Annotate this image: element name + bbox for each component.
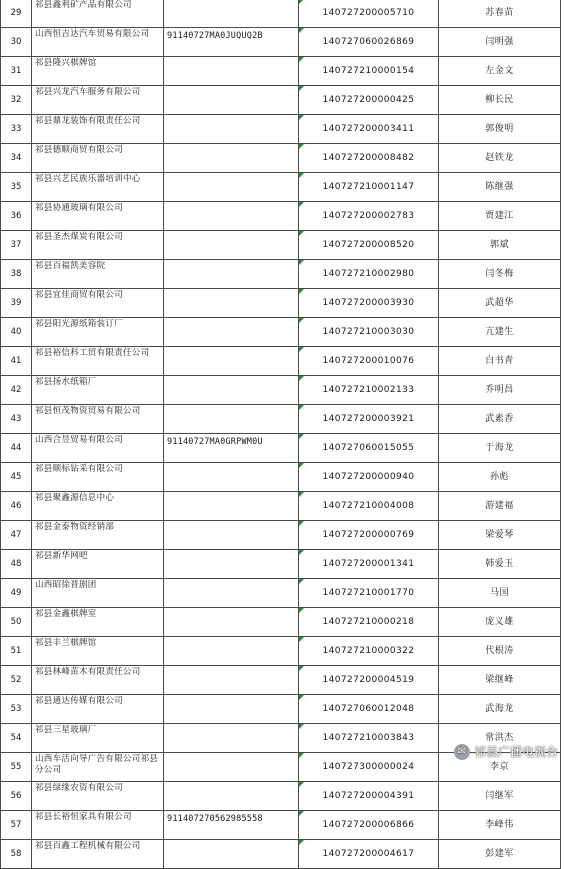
legal-representative-cell: 武海龙 [439,695,561,724]
credit-code-cell [164,202,299,231]
company-name-cell: 祁县恒茂物资贸易有限公司 [32,405,164,434]
table-row [1,782,561,811]
legal-representative-cell: 李京 [439,753,561,782]
company-name-cell: 祁县林峰苗木有限责任公司 [32,666,164,695]
table-row [1,608,561,637]
company-name-cell: 祁县绿缘农资有限公司 [32,782,164,811]
registration-number-cell: 140727200008520 [299,231,439,260]
legal-representative-cell: 代根涛 [439,637,561,666]
legal-representative-cell: 苏春苗 [439,0,561,28]
legal-representative-cell: 赵铁龙 [439,144,561,173]
table-row [1,202,561,231]
row-number-cell: 37 [1,231,32,260]
credit-code-cell [164,260,299,289]
row-number-cell: 52 [1,666,32,695]
company-name-cell: 祁县鼎龙装饰有限责任公司 [32,115,164,144]
credit-code-cell: 91140727MA0JUQUQ2B [164,28,299,57]
credit-code-cell [164,318,299,347]
company-name-cell: 祁县隆兴棋牌馆 [32,57,164,86]
company-name-cell: 祁县宜佳商贸有限公司 [32,289,164,318]
row-number-cell: 47 [1,521,32,550]
company-name-cell: 祁县百鑫工程机械有限公司 [32,840,164,869]
row-number-cell: 44 [1,434,32,463]
row-number-cell: 36 [1,202,32,231]
credit-code-cell [164,492,299,521]
credit-code-cell [164,666,299,695]
table-row [1,695,561,724]
row-number-cell: 31 [1,57,32,86]
registration-number-cell: 140727210004008 [299,492,439,521]
table-row [1,144,561,173]
table-row [1,521,561,550]
company-name-cell: 祁县长裕恒家具有限公司 [32,811,164,840]
credit-code-cell [164,550,299,579]
table-row [1,28,561,57]
registration-number-cell: 140727200000425 [299,86,439,115]
company-name-cell: 祁县圣杰煤炭有限公司 [32,231,164,260]
credit-code-cell [164,0,299,28]
legal-representative-cell: 陈继强 [439,173,561,202]
row-number-cell: 54 [1,724,32,753]
credit-code-cell [164,521,299,550]
row-number-cell: 56 [1,782,32,811]
row-number-cell: 42 [1,376,32,405]
table-row [1,115,561,144]
company-name-cell: 祁县三星玻璃厂 [32,724,164,753]
row-number-cell: 49 [1,579,32,608]
legal-representative-cell: 于海龙 [439,434,561,463]
table-row [1,318,561,347]
credit-code-cell [164,463,299,492]
registration-number-cell: 140727210001147 [299,173,439,202]
registration-number-cell: 140727210002133 [299,376,439,405]
company-name-cell: 祁县鑫利矿产品有限公司 [32,0,164,28]
row-number-cell: 29 [1,0,32,28]
registration-number-cell: 140727200004617 [299,840,439,869]
legal-representative-cell: 马国 [439,579,561,608]
table-row [1,811,561,840]
legal-representative-cell: 闫继军 [439,782,561,811]
table-row [1,550,561,579]
company-name-cell: 祁县百福凯美容院 [32,260,164,289]
table-row [1,492,561,521]
registration-number-cell: 140727200002783 [299,202,439,231]
company-name-cell: 祁县扬水纸箱厂 [32,376,164,405]
row-number-cell: 50 [1,608,32,637]
table-row [1,57,561,86]
registration-number-cell: 140727200004519 [299,666,439,695]
table-row [1,434,561,463]
company-name-cell: 祁县协通玻璃有限公司 [32,202,164,231]
registration-number-cell: 140727200006866 [299,811,439,840]
legal-representative-cell: 梁爱琴 [439,521,561,550]
row-number-cell: 38 [1,260,32,289]
legal-representative-cell: 庞义雄 [439,608,561,637]
company-name-cell: 祁县聚鑫源信息中心 [32,492,164,521]
registration-number-cell: 140727200001341 [299,550,439,579]
company-name-cell: 祁县阳光源纸箱装订厂 [32,318,164,347]
company-name-cell: 山西车活向导广告有限公司祁县分公司 [32,753,164,782]
credit-code-cell [164,405,299,434]
credit-code-cell [164,695,299,724]
credit-code-cell [164,579,299,608]
table-row [1,173,561,202]
legal-representative-cell: 乔明昌 [439,376,561,405]
credit-code-cell [164,86,299,115]
legal-representative-cell: 李峰伟 [439,811,561,840]
legal-representative-cell: 郭俊明 [439,115,561,144]
credit-code-cell [164,57,299,86]
credit-code-cell [164,376,299,405]
registration-number-cell: 140727210002980 [299,260,439,289]
row-number-cell: 32 [1,86,32,115]
company-name-cell: 祁县兴龙汽车服务有限公司 [32,86,164,115]
legal-representative-cell: 柳长民 [439,86,561,115]
table-row [1,289,561,318]
registration-number-cell: 140727200000940 [299,463,439,492]
credit-code-cell [164,724,299,753]
table-row [1,579,561,608]
row-number-cell: 35 [1,173,32,202]
registration-number-cell: 140727200000769 [299,521,439,550]
table-row [1,231,561,260]
registration-number-cell: 140727210000154 [299,57,439,86]
company-name-cell: 祁县德顺商贸有限公司 [32,144,164,173]
legal-representative-cell: 武超华 [439,289,561,318]
company-name-cell: 祁县新华网吧 [32,550,164,579]
registration-number-cell: 140727060015055 [299,434,439,463]
legal-representative-cell: 左金文 [439,57,561,86]
registration-number-cell: 140727060026869 [299,28,439,57]
credit-code-cell: 91140727MA0GRPWM0U [164,434,299,463]
credit-code-cell [164,289,299,318]
company-name-cell: 山西恒吉达汽车贸易有限公司 [32,28,164,57]
company-name-cell: 山西昭徐晋剧团 [32,579,164,608]
legal-representative-cell: 彭建军 [439,840,561,869]
legal-representative-cell: 亢建生 [439,318,561,347]
table-row [1,376,561,405]
registration-number-cell: 140727210003030 [299,318,439,347]
table-row [1,637,561,666]
credit-code-cell [164,608,299,637]
row-number-cell: 43 [1,405,32,434]
company-name-cell: 祁县金鑫棋牌室 [32,608,164,637]
table-row [1,405,561,434]
company-name-cell: 山西合昱贸易有限公司 [32,434,164,463]
legal-representative-cell: 孙彪 [439,463,561,492]
credit-code-cell [164,782,299,811]
registration-number-cell: 140727210000218 [299,608,439,637]
row-number-cell: 34 [1,144,32,173]
table-row [1,666,561,695]
row-number-cell: 41 [1,347,32,376]
legal-representative-cell: 闫冬梅 [439,260,561,289]
registration-number-cell: 140727300000024 [299,753,439,782]
registration-number-cell: 140727210000322 [299,637,439,666]
table-row [1,463,561,492]
legal-representative-cell: 常洪杰 [439,724,561,753]
row-number-cell: 48 [1,550,32,579]
credit-code-cell [164,347,299,376]
row-number-cell: 46 [1,492,32,521]
legal-representative-cell: 郭斌 [439,231,561,260]
row-number-cell: 57 [1,811,32,840]
legal-representative-cell: 武素香 [439,405,561,434]
company-name-cell: 祁县丰兰棋牌馆 [32,637,164,666]
legal-representative-cell: 贾建江 [439,202,561,231]
company-name-cell: 祁县顺标钻采有限公司 [32,463,164,492]
legal-representative-cell: 白书青 [439,347,561,376]
row-number-cell: 45 [1,463,32,492]
registration-number-cell: 140727200003411 [299,115,439,144]
row-number-cell: 53 [1,695,32,724]
registration-number-cell: 140727200005710 [299,0,439,28]
credit-code-cell [164,144,299,173]
legal-representative-cell: 梁继峰 [439,666,561,695]
table-row [1,0,561,28]
row-number-cell: 30 [1,28,32,57]
legal-representative-cell: 韩爱玉 [439,550,561,579]
table-row [1,840,561,869]
credit-code-cell [164,115,299,144]
company-name-cell: 祁县兴艺民族乐器培训中心 [32,173,164,202]
credit-code-cell: 911407270562985558 [164,811,299,840]
row-number-cell: 58 [1,840,32,869]
table-row [1,260,561,289]
wechat-icon: ✉ [454,744,470,760]
credit-code-cell [164,840,299,869]
registration-number-cell: 140727200003930 [299,289,439,318]
registration-number-cell: 140727210001770 [299,579,439,608]
credit-code-cell [164,637,299,666]
table-row [1,86,561,115]
watermark-text: 祁县广播电视台 [473,745,558,759]
credit-code-cell [164,753,299,782]
registration-number-cell: 140727200008482 [299,144,439,173]
registration-number-cell: 140727200003921 [299,405,439,434]
watermark [454,743,558,760]
company-name-cell: 祁县金泰物资经销部 [32,521,164,550]
row-number-cell: 55 [1,753,32,782]
registration-number-cell: 140727210003843 [299,724,439,753]
table-row [1,347,561,376]
credit-code-cell [164,231,299,260]
company-name-cell: 祁县通达传媒有限公司 [32,695,164,724]
legal-representative-cell: 闫明强 [439,28,561,57]
row-number-cell: 40 [1,318,32,347]
registration-number-cell: 140727200010076 [299,347,439,376]
row-number-cell: 33 [1,115,32,144]
company-name-cell: 祁县裕信科工贸有限责任公司 [32,347,164,376]
registration-number-cell: 140727200004391 [299,782,439,811]
row-number-cell: 39 [1,289,32,318]
credit-code-cell [164,173,299,202]
row-number-cell: 51 [1,637,32,666]
registration-number-cell: 140727060012048 [299,695,439,724]
legal-representative-cell: 游建福 [439,492,561,521]
